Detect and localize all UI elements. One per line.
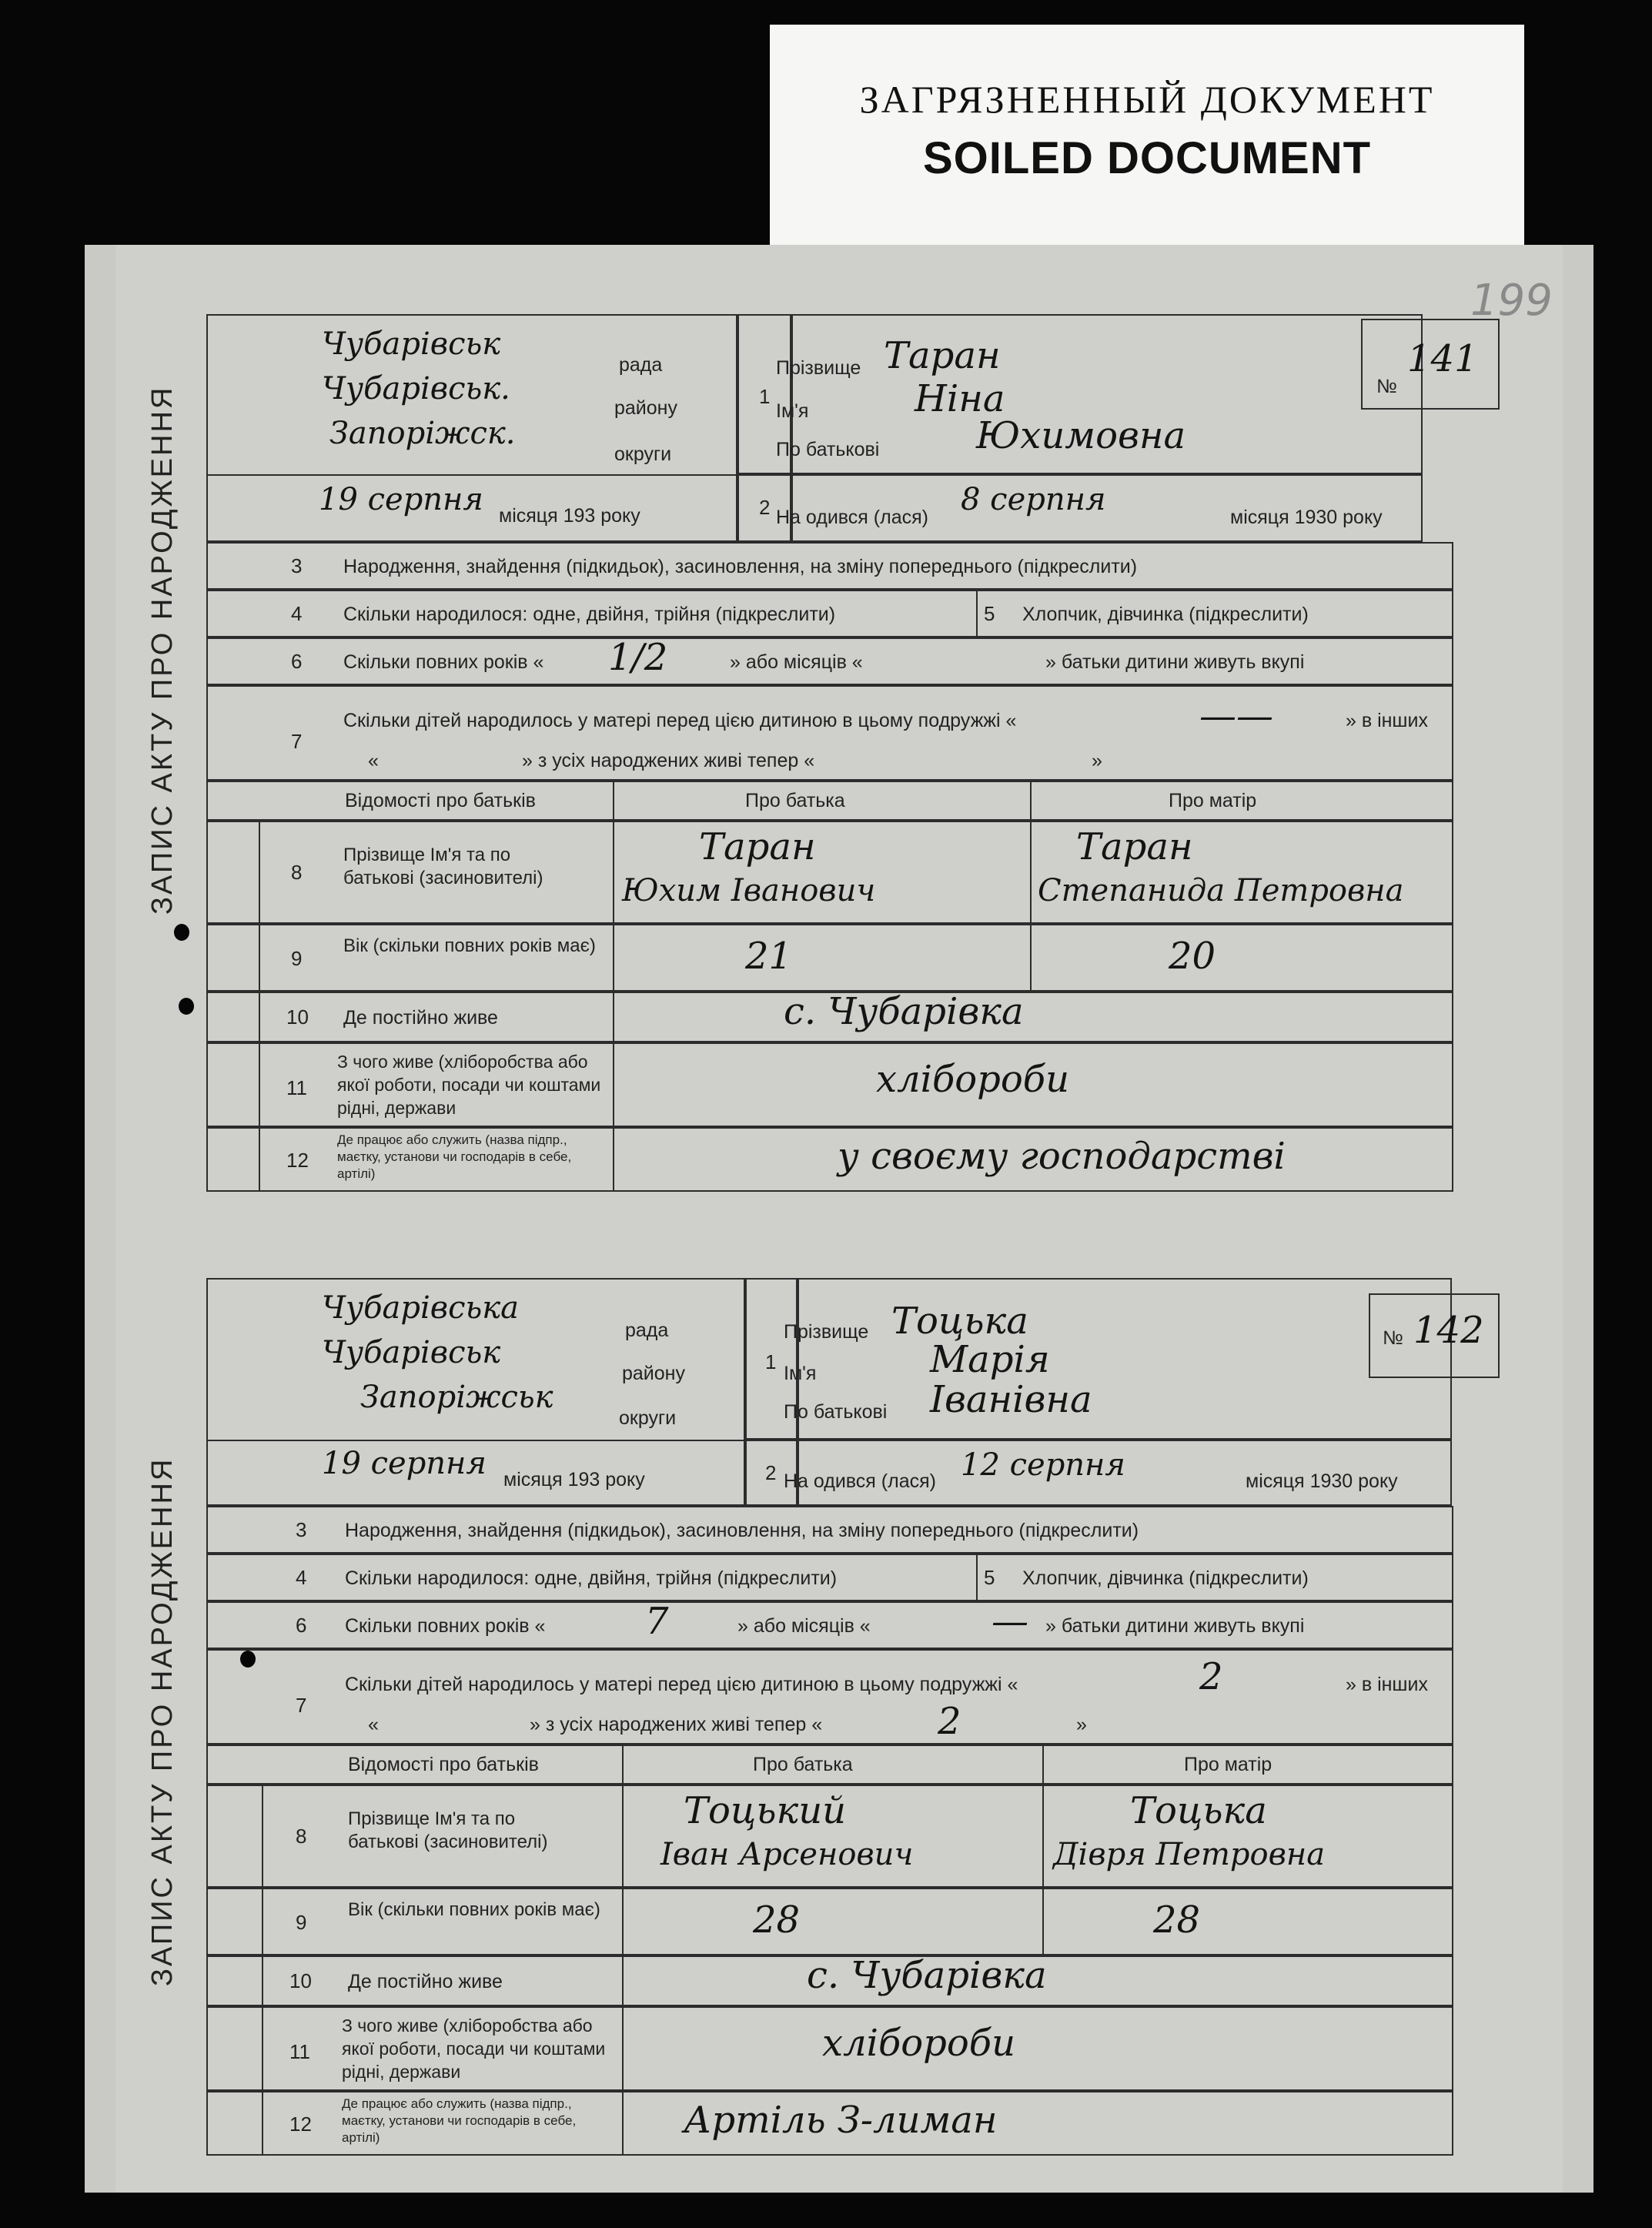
okruga-value: Запоріжськ [360, 1380, 553, 1415]
mother-surname: Таран [1076, 825, 1193, 868]
mother-name: Степанида Петровна [1038, 873, 1404, 908]
row-7-label-d: » з усіх народжених живі тепер « [522, 750, 815, 771]
row-number: 6 [296, 1614, 307, 1637]
stamp-russian-text: ЗАГРЯЗНЕННЫЙ ДОКУМЕНТ [859, 78, 1435, 121]
row-number: 11 [286, 1076, 307, 1099]
father-surname: Таран [699, 825, 816, 868]
row-7-label-b: » в інших [1346, 1674, 1428, 1695]
birth-record-142 [146, 1278, 1484, 2156]
row-6-label-b: » або місяців « [737, 1615, 871, 1637]
binding-hole [45, 1932, 60, 1949]
name-label: Ім'я [784, 1363, 817, 1384]
row-number: 5 [984, 1566, 995, 1589]
child-patronymic: Юхимовна [976, 414, 1186, 457]
raion-value: Чубарівськ [322, 1335, 501, 1370]
surname-label: Прізвище [784, 1321, 869, 1343]
mother-name: Дівря Петровна [1053, 1837, 1326, 1872]
row-12-label: Де працює або служить (назва підпр., маєтку, установи чи господарів в себе, артілі) [337, 1132, 572, 1181]
okruga-label: округи [614, 443, 672, 465]
row-number: 3 [291, 554, 303, 577]
row-number: 5 [984, 602, 995, 625]
row-9-label: Вік (скільки повних років має) [348, 1899, 600, 1920]
row-4-label: Скільки народилося: одне, двійня, трійня (підкреслити) [345, 1567, 838, 1589]
children-alive: 2 [938, 1700, 961, 1743]
parents-info-label: Відомості про батьків [345, 790, 536, 811]
born-date: 12 серпня [961, 1447, 1125, 1483]
mother-age: 20 [1169, 935, 1216, 978]
parents-info-label: Відомості про батьків [348, 1754, 539, 1775]
divider [1042, 1888, 1044, 1955]
binding-hole [179, 998, 194, 1015]
raion-label: району [622, 1363, 685, 1384]
row-7-label-b: » в інших [1346, 710, 1428, 731]
binding-hole [40, 1651, 55, 1668]
row-4-label: Скільки народилося: одне, двійня, трійня (підкреслити) [343, 604, 836, 625]
row-8-label: Прізвище Ім'я та по батькові (засиновителі) [343, 845, 543, 888]
occupation: хлібороби [822, 2022, 1016, 2065]
row-10-label: Де постійно живе [348, 1971, 503, 1992]
months-together: — [992, 1600, 1028, 1643]
divider [976, 1554, 978, 1601]
born-date: 8 серпня [961, 482, 1106, 517]
father-age: 21 [745, 935, 793, 978]
child-name: Ніна [915, 377, 1005, 420]
row-6-label-a: Скільки повних років « [345, 1615, 546, 1637]
row-7-label-c: « [368, 1714, 379, 1735]
raion-label: району [614, 397, 677, 419]
residence: с. Чубарівка [784, 990, 1024, 1033]
father-age: 28 [753, 1898, 801, 1942]
act-number: 142 [1413, 1309, 1484, 1352]
divider [206, 1440, 745, 1441]
row-3-label: Народження, знайдення (підкидьок), засиновлення, на зміну попереднього (підкреслити) [343, 556, 1138, 577]
row-number: 9 [291, 947, 303, 970]
mother-column-label: Про матір [1184, 1754, 1272, 1775]
patronymic-label: По батькові [784, 1401, 888, 1423]
row-number: 7 [291, 730, 303, 753]
rada-value: Чубарівська [322, 1290, 519, 1326]
row-7 [206, 1649, 1453, 1745]
row-number: 7 [296, 1694, 307, 1717]
years-together: 1/2 [608, 636, 668, 679]
row-number: 1 [759, 385, 771, 408]
mother-age: 28 [1153, 1898, 1201, 1942]
act-number: 141 [1407, 337, 1478, 380]
row-number: 12 [289, 2113, 312, 2136]
years-together: 7 [645, 1600, 669, 1643]
mother-surname: Тоцька [1130, 1789, 1267, 1832]
divider [976, 590, 978, 637]
row-11-label: З чого живе (хліборобства або якої роботи, посади чи коштами рідні, держави [337, 1052, 601, 1118]
rada-label: рада [625, 1320, 669, 1341]
row-number: 11 [289, 2040, 310, 2063]
row-number: 2 [765, 1461, 777, 1484]
row-11-label: З чого живе (хліборобства або якої роботи, посади чи коштами рідні, держави [342, 2016, 606, 2082]
registration-date: 19 серпня [322, 1446, 487, 1481]
patronymic-label: По батькові [776, 439, 880, 460]
row-12-label: Де працює або служить (назва підпр., маєтку, установи чи господарів в себе, артілі) [342, 2096, 577, 2145]
row-6-label-c: » батьки дитини живуть вкупі [1045, 651, 1305, 673]
stamp-english-text: SOILED DOCUMENT [922, 133, 1372, 183]
row-number: 8 [291, 861, 303, 884]
side-title: ЗАПИС АКТУ ПРО НАРОДЖЕННЯ [146, 385, 179, 915]
child-surname: Тоцька [891, 1300, 1028, 1343]
birth-record-141 [146, 314, 1478, 1192]
row-7-label-c: « [368, 750, 379, 771]
row-number: 4 [291, 602, 303, 625]
rada-value: Чубарівськ [322, 326, 501, 362]
residence: с. Чубарівка [807, 1954, 1047, 1997]
row-number: 4 [296, 1566, 307, 1589]
row-7-label-e: » [1076, 1714, 1087, 1735]
row-9-label: Вік (скільки повних років має) [343, 935, 596, 956]
occupation: хлібороби [876, 1058, 1070, 1101]
row-5-label: Хлопчик, дівчинка (підкреслити) [1022, 604, 1309, 625]
row-number: 12 [286, 1149, 309, 1172]
row-number: 1 [765, 1350, 777, 1373]
registration-date: 19 серпня [319, 482, 483, 517]
child-name: Марія [930, 1338, 1050, 1381]
row-7-label-e: » [1092, 750, 1102, 771]
workplace: Артіль З-лиман [684, 2099, 998, 2142]
number-sign: № [1376, 376, 1397, 397]
binding-hole [174, 924, 189, 941]
children-before: —— [1199, 694, 1273, 738]
okruga-label: округи [619, 1407, 677, 1429]
row-5-label: Хлопчик, дівчинка (підкреслити) [1022, 1567, 1309, 1589]
born-suffix-label: місяця 1930 року [1230, 507, 1383, 528]
row-8-label: Прізвище Ім'я та по батькові (засиновителі) [348, 1808, 548, 1852]
okruga-value: Запоріжск. [329, 416, 516, 451]
row-number: 10 [289, 1969, 312, 1992]
mother-column-label: Про матір [1169, 790, 1257, 811]
workplace: у своєму господарстві [838, 1135, 1286, 1178]
father-surname: Тоцький [684, 1789, 847, 1832]
child-patronymic: Іванівна [930, 1378, 1092, 1421]
misyatsa-roku-label: місяця 193 року [503, 1469, 645, 1490]
father-column-label: Про батька [753, 1754, 853, 1775]
children-before: 2 [1199, 1655, 1223, 1698]
child-surname: Таран [884, 334, 1001, 377]
rada-label: рада [619, 354, 663, 376]
row-number: 3 [296, 1518, 307, 1541]
born-label: На одився (лася) [776, 507, 928, 528]
row-number: 9 [296, 1911, 307, 1934]
row-number: 2 [759, 496, 771, 519]
row-3-label: Народження, знайдення (підкидьок), засиновлення, на зміну попереднього (підкреслити) [345, 1520, 1139, 1541]
raion-value: Чубарівськ. [322, 371, 510, 406]
divider [206, 474, 737, 476]
born-label: На одився (лася) [784, 1470, 936, 1492]
surname-label: Прізвище [776, 357, 861, 379]
side-title: ЗАПИС АКТУ ПРО НАРОДЖЕННЯ [146, 1457, 179, 1986]
misyatsa-roku-label: місяця 193 року [499, 505, 640, 527]
row-6-label-c: » батьки дитини живуть вкупі [1045, 1615, 1305, 1637]
father-column-label: Про батька [745, 790, 845, 811]
row-number: 8 [296, 1825, 307, 1848]
number-sign: № [1383, 1327, 1403, 1349]
row-number: 6 [291, 650, 303, 673]
row-7-label-d: » з усіх народжених живі тепер « [530, 1714, 823, 1735]
soiled-document-stamp [770, 25, 1524, 271]
father-name: Іван Арсенович [660, 1837, 914, 1872]
row-10-label: Де постійно живе [343, 1007, 498, 1029]
row-7-label-a: Скільки дітей народилось у матері перед цією дитиною в цьому подружжі « [345, 1674, 1018, 1695]
divider [1030, 924, 1032, 992]
father-name: Юхим Іванович [622, 873, 876, 908]
row-6-label-b: » або місяців « [730, 651, 863, 673]
row-6-label-a: Скільки повних років « [343, 651, 544, 673]
row-number: 10 [286, 1005, 309, 1029]
born-suffix-label: місяця 1930 року [1246, 1470, 1398, 1492]
row-7-label-a: Скільки дітей народилось у матері перед цією дитиною в цьому подружжі « [343, 710, 1017, 731]
name-label: Ім'я [776, 400, 809, 422]
folio-number: 199 [1470, 276, 1553, 326]
